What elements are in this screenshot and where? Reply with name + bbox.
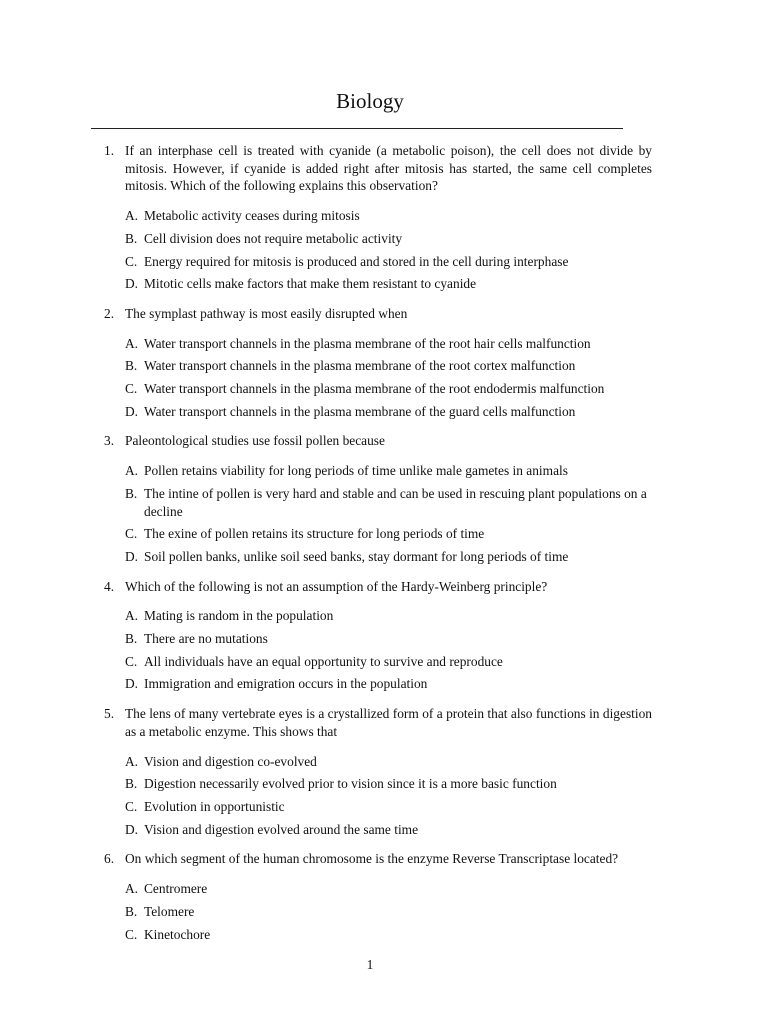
answer-option [125, 403, 652, 421]
answer-option [125, 357, 652, 375]
question-text: The symplast pathway is most easily disrupted when [125, 305, 408, 321]
option-letter: C. [125, 526, 138, 542]
question-text: Paleontological studies use fossil pollen because [125, 433, 385, 449]
option-letter: D. [125, 821, 139, 837]
answer-options [104, 607, 652, 693]
question-number: 3. [104, 433, 115, 449]
option-letter: A. [125, 463, 139, 479]
option-letter: A. [125, 753, 139, 769]
answer-option [125, 653, 652, 671]
option-text: Metabolic activity ceases during mitosis [144, 208, 360, 224]
option-letter: A. [125, 608, 139, 624]
answer-options [104, 753, 652, 839]
answer-option [125, 880, 652, 898]
answer-option [125, 675, 652, 693]
answer-option [125, 230, 652, 248]
answer-options [104, 462, 652, 566]
page-title: Biology [336, 89, 404, 113]
answer-option [125, 335, 652, 353]
question-number: 5. [104, 706, 115, 722]
option-letter: B. [125, 631, 138, 647]
answer-option [125, 903, 652, 921]
option-letter: B. [125, 358, 138, 374]
answer-option [125, 207, 652, 225]
answer-option [125, 607, 652, 625]
question-5 [104, 705, 652, 838]
question-text: Which of the following is not an assumption of the Hardy-Weinberg principle? [125, 578, 548, 594]
option-letter: C. [125, 381, 138, 397]
option-letter: D. [125, 403, 139, 419]
question-3 [104, 432, 652, 565]
option-letter: D. [125, 276, 139, 292]
question-number: 4. [104, 578, 115, 594]
page-number: 1 [366, 957, 374, 972]
option-letter: A. [125, 335, 139, 351]
question-text: If an interphase cell is treated with cyanide (a metabolic poison), the cell does not divide by mitosis. However, if cyanide is added right after mitosis has started, the same cell completes mitosis. Which of the following explains this observation? [125, 143, 652, 194]
option-letter: A. [125, 208, 139, 224]
option-text: Vision and digestion evolved around the same time [144, 821, 419, 837]
answer-options [104, 207, 652, 293]
option-text: The intine of pollen is very hard and stable and can be used in rescuing plant populations on a decline [144, 485, 647, 519]
option-text: Digestion necessarily evolved prior to vision since it is a more basic function [144, 776, 557, 792]
option-text: Kinetochore [144, 926, 211, 942]
option-text: Cell division does not require metabolic activity [144, 230, 403, 246]
answer-option [125, 926, 652, 944]
answer-option [125, 798, 652, 816]
option-letter: B. [125, 485, 138, 501]
answer-option [125, 753, 652, 771]
answer-option [125, 275, 652, 293]
option-text: Immigration and emigration occurs in the population [144, 676, 428, 692]
option-letter: B. [125, 230, 138, 246]
question-number: 2. [104, 305, 115, 321]
option-text: Water transport channels in the plasma membrane of the guard cells malfunction [144, 403, 576, 419]
option-letter: D. [125, 676, 139, 692]
question-1 [104, 142, 652, 293]
option-text: Telomere [144, 903, 195, 919]
answer-option [125, 253, 652, 271]
answer-option [125, 380, 652, 398]
question-number: 1. [104, 143, 115, 158]
answer-option [125, 630, 652, 648]
option-text: Soil pollen banks, unlike soil seed banks, stay dormant for long periods of time [144, 548, 569, 564]
option-text: Energy required for mitosis is produced and stored in the cell during interphase [144, 253, 569, 269]
option-text: Mating is random in the population [144, 608, 334, 624]
option-text: Water transport channels in the plasma membrane of the root endodermis malfunction [144, 381, 605, 397]
option-text: Mitotic cells make factors that make them resistant to cyanide [144, 276, 477, 292]
option-text: The exine of pollen retains its structure for long periods of time [144, 526, 485, 542]
title-divider [91, 128, 623, 129]
option-letter: A. [125, 881, 139, 897]
answer-option [125, 485, 652, 520]
answer-option [125, 525, 652, 543]
answer-option [125, 548, 652, 566]
answer-option [125, 462, 652, 480]
question-text: On which segment of the human chromosome is the enzyme Reverse Transcriptase located? [125, 851, 619, 867]
option-text: All individuals have an equal opportunity to survive and reproduce [144, 653, 503, 669]
question-list [104, 142, 652, 955]
question-4 [104, 578, 652, 694]
option-text: Vision and digestion co-evolved [144, 753, 317, 769]
question-text: The lens of many vertebrate eyes is a crystallized form of a protein that also functions in digestion as a metabolic enzyme. This shows that [125, 706, 652, 739]
answer-options [104, 880, 652, 943]
answer-options [104, 335, 652, 421]
option-text: Pollen retains viability for long periods of time unlike male gametes in animals [144, 463, 568, 479]
option-letter: B. [125, 903, 138, 919]
option-text: Water transport channels in the plasma membrane of the root hair cells malfunction [144, 335, 591, 351]
option-letter: B. [125, 776, 138, 792]
option-text: Evolution in opportunistic [144, 798, 285, 814]
option-letter: C. [125, 798, 138, 814]
option-letter: C. [125, 926, 138, 942]
option-letter: C. [125, 653, 138, 669]
answer-option [125, 775, 652, 793]
question-number: 6. [104, 851, 115, 867]
option-text: There are no mutations [144, 631, 268, 647]
option-letter: C. [125, 253, 138, 269]
option-text: Water transport channels in the plasma membrane of the root cortex malfunction [144, 358, 576, 374]
option-text: Centromere [144, 881, 208, 897]
question-6 [104, 850, 652, 943]
answer-option [125, 821, 652, 839]
question-2 [104, 305, 652, 421]
option-letter: D. [125, 548, 139, 564]
